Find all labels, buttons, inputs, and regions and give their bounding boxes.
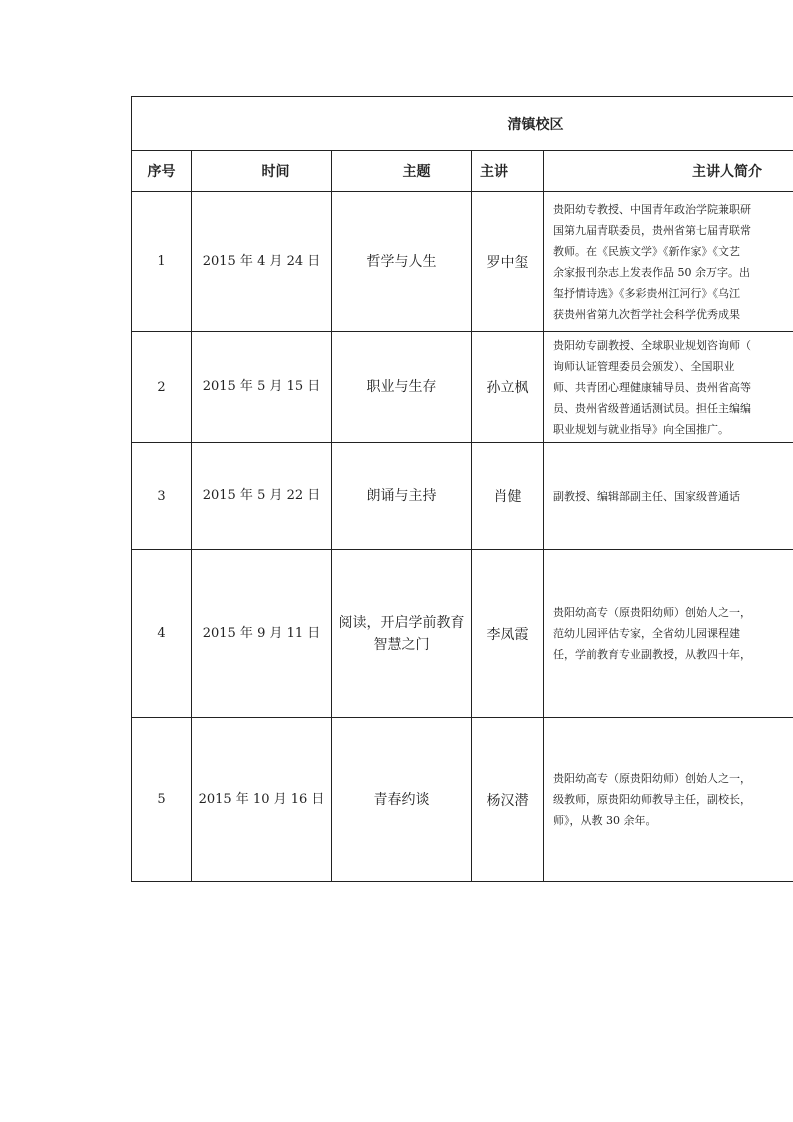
bio-line: 职业规划与就业指导》向全国推广。: [553, 422, 729, 436]
row-topic: 哲学与人生: [332, 192, 472, 332]
table-header-row: [132, 151, 793, 192]
row-no: 4: [132, 550, 192, 718]
row-topic: 职业与生存: [332, 332, 472, 443]
header-bio: 主讲人简介: [544, 151, 793, 192]
bio-line: 贵阳幼专副教授、全球职业规划咨询师（: [553, 338, 751, 352]
row-speaker: 杨汉潜: [472, 718, 544, 882]
lecture-schedule-table: [131, 96, 793, 882]
row-no: 1: [132, 192, 192, 332]
bio-line: 玺抒情诗选》《多彩贵州江河行》《乌江: [553, 286, 740, 300]
bio-line: 级教师，原贵阳幼师教导主任，副校长，: [553, 793, 751, 806]
row-speaker: 罗中玺: [472, 192, 544, 332]
bio-line: 贵阳幼高专（原贵阳幼师）创始人之一，: [553, 772, 751, 785]
table-row: [132, 443, 793, 550]
row-bio: [544, 332, 793, 443]
row-topic: 阅读，开启学前教育智慧之门: [332, 550, 472, 718]
row-time: 2015 年 10 月 16 日: [192, 718, 332, 882]
bio-line: 师、共青团心理健康辅导员、贵州省高等: [553, 380, 751, 394]
bio-line: 员、贵州省级普通话测试员。担任主编编: [553, 401, 751, 415]
row-speaker: 孙立枫: [472, 332, 544, 443]
row-topic: 青春约谈: [332, 718, 472, 882]
bio-line: 师》，从教 30 余年。: [553, 814, 657, 827]
row-no: 5: [132, 718, 192, 882]
row-speaker: 李凤霞: [472, 550, 544, 718]
bio-line: 国第九届青联委员，贵州省第七届青联常: [553, 223, 751, 237]
header-topic: 主题: [332, 151, 472, 192]
bio-line: 余家报刊杂志上发表作品 50 余万字。出: [553, 265, 750, 279]
row-time: 2015 年 5 月 15 日: [192, 332, 332, 443]
table-row: [132, 550, 793, 718]
table-row: [132, 718, 793, 882]
row-bio: [544, 718, 793, 882]
bio-line: 范幼儿园评估专家，全省幼儿园课程建: [553, 627, 740, 640]
bio-line: 贵阳幼高专（原贵阳幼师）创始人之一，: [553, 606, 751, 619]
row-no: 3: [132, 443, 192, 550]
table-row: [132, 332, 793, 443]
header-time: 时间: [192, 151, 332, 192]
header-no: 序号: [132, 151, 192, 192]
bio-line: 任，学前教育专业副教授，从教四十年，: [553, 648, 751, 661]
bio-line: 获贵州省第九次哲学社会科学优秀成果: [553, 307, 740, 321]
bio-line: 贵阳幼专教授、中国青年政治学院兼职研: [553, 202, 751, 216]
bio-line: 副教授、编辑部副主任、国家级普通话: [553, 489, 740, 503]
bio-line: 教师。在《民族文学》《新作家》《文艺: [553, 244, 740, 258]
row-time: 2015 年 4 月 24 日: [192, 192, 332, 332]
row-time: 2015 年 9 月 11 日: [192, 550, 332, 718]
table-title: 清镇校区: [132, 97, 793, 151]
row-bio: [544, 443, 793, 550]
header-speaker: 主讲: [472, 151, 544, 192]
table-title-row: [132, 97, 793, 151]
row-bio: [544, 550, 793, 718]
row-time: 2015 年 5 月 22 日: [192, 443, 332, 550]
bio-line: 询师认证管理委员会颁发）、全国职业: [553, 359, 735, 373]
row-speaker: 肖健: [472, 443, 544, 550]
row-topic: 朗诵与主持: [332, 443, 472, 550]
row-bio: [544, 192, 793, 332]
row-no: 2: [132, 332, 192, 443]
table-row: [132, 192, 793, 332]
